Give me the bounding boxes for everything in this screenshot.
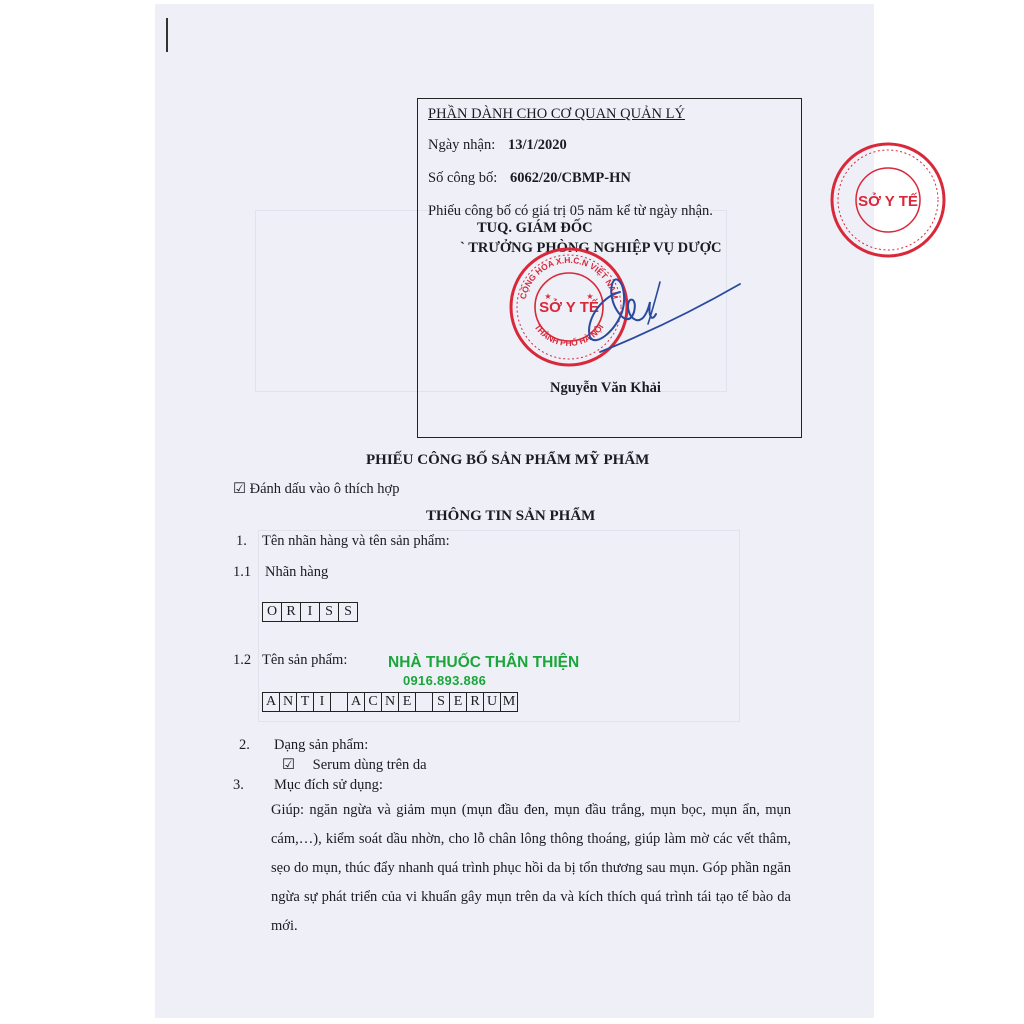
signature (560, 262, 750, 362)
letter-box: C (365, 692, 382, 712)
seal-star-icon: ★ (544, 292, 552, 301)
letter-box: I (301, 602, 320, 622)
check-instruction-row (233, 481, 399, 498)
letter-box (331, 692, 348, 712)
seal-star-icon: ★ (586, 292, 594, 301)
letter-box: S (433, 692, 450, 712)
letter-box: E (450, 692, 467, 712)
margin-mark (166, 18, 168, 52)
checked-box-icon: ☑ (282, 757, 295, 773)
letter-box: E (399, 692, 416, 712)
item2-label: Dạng sản phẩm: (274, 737, 369, 753)
seal-ring-bottom: THÀNH PHỐ HÀ NỘI (532, 322, 606, 349)
letter-box: I (314, 692, 331, 712)
watermark-name: NHÀ THUỐC THÂN THIỆN (388, 654, 580, 671)
sign-title-deputy: TUQ. GIÁM ĐỐC (477, 220, 593, 236)
form-title: PHIẾU CÔNG BỐ SẢN PHẨM MỸ PHẨM (366, 452, 650, 468)
partial-seal-right (828, 140, 948, 260)
letter-box: T (297, 692, 314, 712)
item2-option: Serum dùng trên da (312, 757, 427, 773)
item11-number: 1.1 (233, 564, 252, 580)
item3-label: Mục đích sử dụng: (274, 777, 383, 793)
letter-box: S (339, 602, 358, 622)
item3-number: 3. (233, 777, 244, 793)
item1-label: Tên nhãn hàng và tên sản phẩm: (262, 533, 450, 549)
letter-box: N (280, 692, 297, 712)
item12-number: 1.2 (233, 652, 252, 668)
bullet-mark: ` (460, 240, 469, 256)
number-label: Số công bố: (428, 170, 498, 186)
letter-box: U (484, 692, 501, 712)
letter-box (416, 692, 433, 712)
seal-center-text: SỞ Y TẾ (539, 299, 599, 316)
checked-box-icon: ☑ (233, 481, 246, 497)
validity-note: Phiếu công bố có giá trị 05 năm kể từ ngày nhận. (428, 203, 713, 219)
item12-label: Tên sản phẩm: (262, 652, 348, 668)
item11-label: Nhãn hàng (265, 564, 329, 580)
received-date: 13/1/2020 (508, 137, 567, 153)
received-label: Ngày nhận: (428, 137, 496, 153)
product-letter-grid (262, 692, 518, 712)
letter-box: R (467, 692, 484, 712)
letter-box: A (263, 692, 280, 712)
signer-name: Nguyễn Văn Khải (550, 380, 661, 396)
check-instruction: Đánh dấu vào ô thích hợp (249, 481, 400, 497)
letter-box: S (320, 602, 339, 622)
brand-letter-grid (262, 602, 358, 622)
letter-box: M (501, 692, 518, 712)
letter-box: A (348, 692, 365, 712)
item2-number: 2. (239, 737, 250, 753)
svg-text:SỞ Y TẾ: SỞ Y TẾ (858, 193, 918, 210)
section-title: THÔNG TIN SẢN PHẨM (426, 508, 596, 524)
watermark-phone: 0916.893.886 (403, 673, 487, 688)
purpose-text: Giúp: ngăn ngừa và giảm mụn (mụn đầu đen, mụn đầu trắng, mụn bọc, mụn ẩn, mụn cám,…), kiểm soát dầu nhờn, cho lỗ chân lông thông thoáng, giúp làm mờ các vết thâm, sẹo do mụn, thúc đẩy nhanh quá trình phục hồi da bị tổn thương sau mụn. Góp phần ngăn ngừa sự phát triển của vi khuẩn gây mụn trên da và kích thích quá trình tái tạo tế bào da mới. (271, 802, 791, 934)
seal-ring-top: CỘNG HÒA X.H.C.N VIỆT NAM (517, 254, 621, 301)
management-heading: PHẦN DÀNH CHO CƠ QUAN QUẢN LÝ (428, 106, 685, 122)
letter-box: N (382, 692, 399, 712)
announcement-number: 6062/20/CBMP-HN (510, 170, 631, 186)
sign-title-dept-text: TRƯỞNG PHÒNG NGHIỆP VỤ DƯỢC (468, 240, 722, 256)
letter-box: O (263, 602, 282, 622)
item2-option-row (282, 757, 427, 774)
item1-number: 1. (236, 533, 247, 549)
letter-box: R (282, 602, 301, 622)
